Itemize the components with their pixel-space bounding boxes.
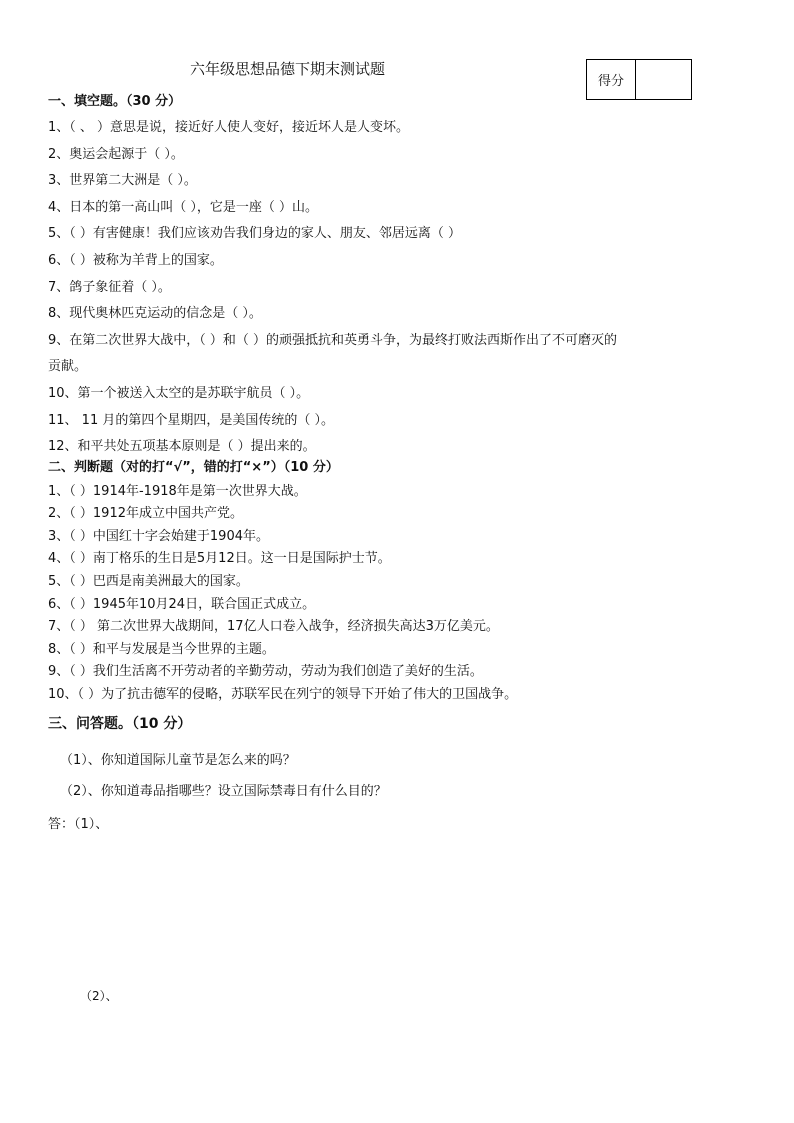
fill-item-4: 4、日本的第一高山叫（ ），它是一座（ ）山。: [48, 200, 319, 215]
answer-2-label: （2）、: [80, 989, 118, 1003]
judge-item-1: 1、（ ）1914年-1918年是第一次世界大战。: [48, 484, 307, 499]
fill-item-11: 11、 11 月的第四个星期四，是美国传统的（ ）。: [48, 413, 334, 428]
question-2: （2）、你知道毒品指哪些？设立国际禁毒日有什么目的？: [60, 784, 387, 799]
fill-item-9: 9、在第二次世界大战中，（ ）和（ ）的顽强抵抗和英勇斗争，为最终打败法西斯作出了不可磨灭的: [48, 333, 618, 348]
section1-heading: 一、填空题。（30 分）: [48, 94, 182, 109]
judge-item-6: 6、（ ）1945年10月24日，联合国正式成立。: [48, 597, 316, 612]
judge-item-10: 10、（ ）为了抗击德军的侵略，苏联军民在列宁的领导下开始了伟大的卫国战争。: [48, 687, 518, 702]
fill-item-8: 8、现代奥林匹克运动的信念是（ ）。: [48, 306, 262, 321]
score-value-field[interactable]: [636, 60, 691, 99]
fill-item-7: 7、鸽子象征着（ ）。: [48, 280, 171, 295]
answer-1-label: 答：（1）、: [48, 817, 109, 832]
fill-item-9-cont: 贡献。: [48, 359, 88, 374]
fill-item-1: 1、（ 、 ）意思是说，接近好人使人变好，接近坏人是人变坏。: [48, 120, 410, 135]
section2-heading: 二、判断题（对的打“√”，错的打“×”）（10 分）: [48, 460, 339, 475]
page-title: 六年级思想品德下期末测试题: [190, 60, 386, 78]
question-1: （1）、你知道国际儿童节是怎么来的吗？: [60, 753, 296, 768]
judge-item-7: 7、（ ） 第二次世界大战期间，17亿人口卷入战争，经济损失高达3万亿美元。: [48, 619, 499, 634]
fill-item-3: 3、世界第二大洲是（ ）。: [48, 173, 197, 188]
score-label: 得分: [587, 60, 636, 99]
fill-item-2: 2、奥运会起源于（ ）。: [48, 147, 184, 162]
section3-heading: 三、问答题。（10 分）: [48, 716, 192, 732]
fill-item-12: 12、和平共处五项基本原则是（ ）提出来的。: [48, 439, 316, 454]
score-box: [586, 59, 692, 100]
fill-item-6: 6、（ ）被称为羊背上的国家。: [48, 253, 223, 268]
judge-item-5: 5、（ ）巴西是南美洲最大的国家。: [48, 574, 249, 589]
judge-item-3: 3、（ ）中国红十字会始建于1904年。: [48, 529, 269, 544]
fill-item-5: 5、（ ）有害健康！我们应该劝告我们身边的家人、朋友、邻居远离（ ）: [48, 226, 462, 241]
judge-item-4: 4、（ ）南丁格乐的生日是5月12日。这一日是国际护士节。: [48, 551, 391, 566]
judge-item-8: 8、（ ）和平与发展是当今世界的主题。: [48, 642, 275, 657]
judge-item-2: 2、（ ）1912年成立中国共产党。: [48, 506, 243, 521]
fill-item-10: 10、第一个被送入太空的是苏联宇航员（ ）。: [48, 386, 310, 401]
judge-item-9: 9、（ ）我们生活离不开劳动者的辛勤劳动，劳动为我们创造了美好的生活。: [48, 664, 483, 679]
